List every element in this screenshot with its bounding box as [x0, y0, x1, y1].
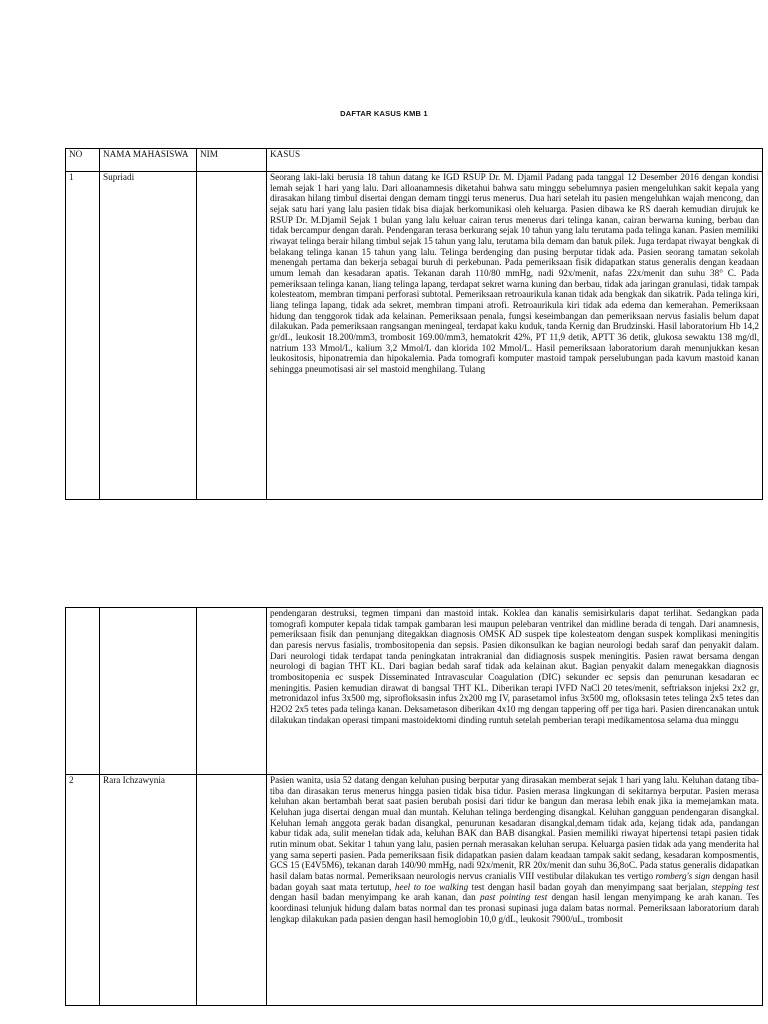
table-row — [66, 172, 763, 500]
test-name-italic: romberg's sign — [655, 870, 711, 881]
header-no: NO — [66, 149, 100, 172]
header-kasus: KASUS — [267, 149, 763, 172]
case-table-page-1 — [65, 148, 763, 500]
test-name-italic: past pointing test — [480, 892, 548, 903]
row-kasus — [267, 775, 763, 1006]
header-nama-mahasiswa: NAMA MAHASISWA — [100, 149, 197, 172]
row-no: 2 — [66, 775, 100, 1006]
kasus-segment: Pasien wanita, usia 52 datang dengan keluhan pusing berputar yang dirasakan memberat sejak 1 hari yang lalu. Keluhan datang tiba-tiba dan dirasakan terus menerus hingga pasien tidak bisa tidur. Pasien merasa lingkungan di sekitarnya berputar. Pasien merasa keluhan akan bertambah berat saat pasien berubah posisi dari tidur ke bangun dan merasa lebih enak jika ia memejamkan mata. Keluhan juga disertai dengan mual dan muntah. Keluhan telinga berdenging disangkal. Keluhan gangguan pendengaran disangkal. Keluhan lemah anggota gerak badan disangkal, penurunan kesadaran disangkal,demam tidak ada, kejang tidak ada, pandangan kabur tidak ada, sulit menelan tidak ada, keluhan BAK dan BAB disangkal. Pasien memiliki riwayat hipertensi tetapi pasien tidak rutin minum obat. Sekitar 1 tahun yang lalu, pasien pernah merasakan keluhan serupa. Keluarga pasien tidak ada yang menderita hal yang sama seperti pasien. Pada pemeriksaan fisik didapatkan pasien dalam keadaan tampak sakit sedang, kesadaran komposmentis, GCS 15 (E4V5M6), tekanan darah 140/90 mmHg, nadi 92x/menit, RR 20x/menit dan suhu 36,8oC. Pada status generalis didapatkan hasil dalam batas normal. Pemeriksaan neurologis nervus cranialis VIII vestibular dilakukan tes vertigo — [270, 775, 759, 881]
row-kasus — [267, 172, 763, 500]
kasus-text: Seorang laki-laki berusia 18 tahun datang ke IGD RSUP Dr. M. Djamil Padang pada tanggal 12 Desember 2016 dengan kondisi lemah sejak 1 hari yang lalu. Dari alloanamnesis diketahui bahwa satu minggu sebelumnya pasien mengeluhkan sakit kepala yang dirasakan hilang timbul disertai dengan demam tinggi terus menerus. Dua hari setelah itu pasien mengeluhkan wajah mencong, dan sejak satu hari yang lalu pasien tidak bisa diajak berkomunikasi oleh keluarga. Pasien dibawa ke RS daerah kemudian dirujuk ke RSUP Dr. M.Djamil Sejak 1 bulan yang lalu keluar cairan terus menerus dari telinga kanan, cairan berwarna kuning, berbau dan tidak bercampur dengan darah. Pendengaran terasa berkurang sejak 10 tahun yang lalu terutama pada telinga kanan. Pasien memiliki riwayat telinga berair hilang timbul sejak 15 tahun yang lalu, terutama bila demam dan batuk pilek. Juga terdapat riwayat bengkak di belakang telinga kanan 15 tahun yang lalu. Telinga berdenging dan pusing berputar tidak ada. Pasien seorang tamatan sekolah menengah pertama dan bekerja sebagai buruh di perkebunan. Pada pemeriksaan fisik didapatkan status generalis dengan keadaan umum lemah dan kesadaran apatis. Tekanan darah 110/80 mmHg, nadi 92x/menit, nafas 22x/menit dan suhu 38° C. Pada pemeriksaan telinga kanan, liang telinga lapang, terdapat sekret warna kuning dan berbau, tidak ada jaringan granulasi, tidak tampak kolesteatom, membran timpani perforasi subtotal. Pemeriksaan retroaurikula kanan tidak ada bengkak dan sikatrik. Pada telinga kiri, liang telinga lapang, tidak ada sekret, membran timpani atrofi. Retroaurikula kiri tidak ada edema dan kemerahan. Pemeriksaan hidung dan tenggorok tidak ada kelainan. Pemeriksaan penala, fungsi keseimbangan dan pemeriksaan nervus fasialis belum dapat dilakukan. Pada pemeriksaan rangsangan meningeal, terdapat kaku kuduk, tanda Kernig dan Brudzinski. Hasil laboratorium Hb 14,2 gr/dL, leukosit 18.200/mm3, trombosit 169.00/mm3, hematokrit 42%, PT 11,9 detik, APTT 36 detik, glukosa sewaktu 138 mg/dl, natrium 133 Mmol/L, kalium 3,2 Mmol/L dan klorida 102 Mmol/L. Hasil pemeriksaan laboratorium darah menunjukkan kesan leukositosis, hiponatremia dan hipokalemia. Pada tomografi komputer mastoid tampak perselubungan pada kavum mastoid kanan sehingga pneumotisasi air sel mastoid menghilang. Tulang — [270, 172, 759, 374]
test-name-italic: heel to toe walking — [394, 881, 469, 892]
kasus-text — [270, 775, 759, 1005]
case-table-page-2 — [65, 607, 763, 1006]
row-nim — [197, 608, 267, 775]
kasus-segment: dengan hasil lengan menyimpang ke arah kanan. Tes koordinasi telunjuk hidung dalam batas normal dan tes pronasi supinasi juga dalam batas normal. Pemeriksaan laboratorium darah lengkap dilakukan pada pasien dengan hasil hemoglobin 10,0 g/dL, leukosit 7900/uL, trombosit — [270, 892, 759, 924]
table-header-row — [66, 149, 763, 172]
row-nama: Rara Ichzawynia — [100, 775, 197, 1006]
kasus-segment: dengan hasil badan goyah saat mata tertutup, — [270, 870, 759, 892]
row-nim — [197, 172, 267, 500]
document-title: DAFTAR KASUS KMB 1 — [340, 109, 428, 118]
row-nim — [197, 775, 267, 1006]
kasus-text-continued: pendengaran destruksi, tegmen timpani dan mastoid intak. Koklea dan kanalis semisirkularis dapat terlihat. Sedangkan pada tomografi komputer kepala tidak tampak gambaran lesi maupun pelebaran ventrikel dan midline berada di tengah. Dari anamnesis, pemeriksaan fisik dan penunjang ditegakkan diagnosis OMSK AD suspek tipe kolesteatom dengan suspek komplikasi meningitis dan paresis nervus fasialis, trombositopenia dan sepsis. Pasien dikonsulkan ke bagian neurologi bedah saraf dan penyakit dalam. Dari neurologi tidak terdapat tanda peningkatan intrakranial dan didiagnosis suspek meningitis. Pasien rawat bersama dengan neurologi di bagian THT KL. Dari bagian bedah saraf tidak ada kelainan akut. Bagian penyakit dalam menegakkan diagnosis trombositopenia ec suspek Disseminated Intravascular Coagulation (DIC) sekunder ec sepsis dan penurunan kesadaran ec meningitis. Pasien kemudian dirawat di bangsal THT KL. Diberikan terapi IVFD NaCl 20 tetes/menit, seftriakson injeksi 2x2 gr, metronidazol infus 3x500 mg, siprofloksasin infus 2x200 mg IV, parasetamol infus 3x500 mg, ofloksasin tetes telinga 2x5 tetes dan H2O2 2x5 tetes pada telinga kanan. Deksametason diberikan 4x10 mg dengan tappering off per tiga hari. Pasien direncanakan untuk dilakukan tindakan operasi timpani mastoidektomi dinding runtuh setelah pemberian terapi medikamentosa selama dua minggu — [270, 608, 759, 725]
row-kasus — [267, 608, 763, 775]
kasus-segment: dengan hasil badan menyimpang ke arah kanan, dan — [270, 892, 480, 903]
row-nama — [100, 608, 197, 775]
table-row — [66, 775, 763, 1006]
header-nim: NIM — [197, 149, 267, 172]
kasus-segment: test dengan hasil badan goyah dan menyimpang saat berjalan, — [468, 881, 712, 892]
row-no — [66, 608, 100, 775]
row-no: 1 — [66, 172, 100, 500]
test-name-italic: stepping test — [711, 881, 759, 892]
row-nama: Supriadi — [100, 172, 197, 500]
table-row — [66, 608, 763, 775]
